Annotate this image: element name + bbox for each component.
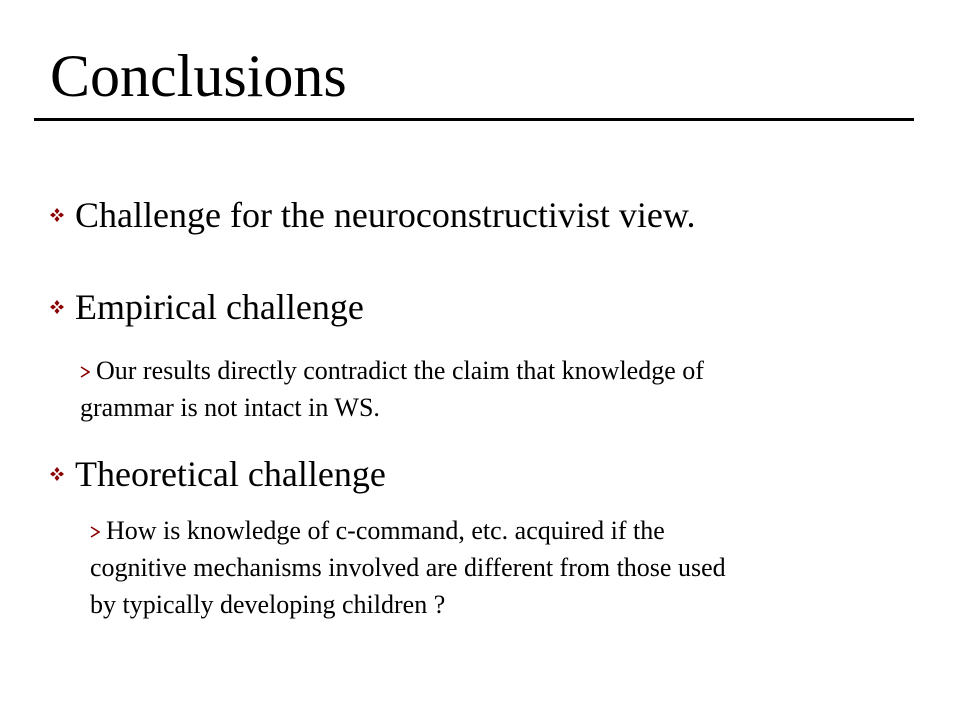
- sub-bullet-empirical: [80, 352, 880, 426]
- sub-bullet-text: grammar is not intact in WS.: [80, 393, 380, 422]
- sub-bullet-text: cognitive mechanisms involved are different from those used: [90, 553, 726, 582]
- four-diamond-bullet-icon: [50, 300, 64, 314]
- sub-bullet-line: [90, 586, 910, 623]
- sub-bullet-text: by typically developing children ?: [90, 590, 446, 619]
- bullet-item-3: [50, 452, 386, 496]
- slide-title: Conclusions: [50, 43, 347, 109]
- bullet-text: Theoretical challenge: [75, 454, 386, 494]
- sub-bullet-line: [80, 389, 880, 426]
- sub-bullet-line: [90, 512, 910, 549]
- sub-bullet-line: [80, 352, 880, 389]
- four-diamond-bullet-icon: [50, 467, 64, 481]
- sub-bullet-text: How is knowledge of c-command, etc. acquired if the: [106, 516, 665, 545]
- arrowhead-bullet-icon: [90, 526, 100, 538]
- four-diamond-bullet-icon: [50, 208, 64, 222]
- sub-bullet-line: [90, 549, 910, 586]
- title-underline: [34, 118, 914, 121]
- bullet-text: Challenge for the neuroconstructivist view.: [75, 195, 696, 235]
- bullet-item-1: [50, 193, 696, 237]
- bullet-text: Empirical challenge: [75, 287, 364, 327]
- bullet-item-2: [50, 285, 364, 329]
- arrowhead-bullet-icon: [80, 366, 90, 378]
- sub-bullet-text: Our results directly contradict the claim that knowledge of: [96, 356, 704, 385]
- sub-bullet-theoretical: [90, 512, 910, 623]
